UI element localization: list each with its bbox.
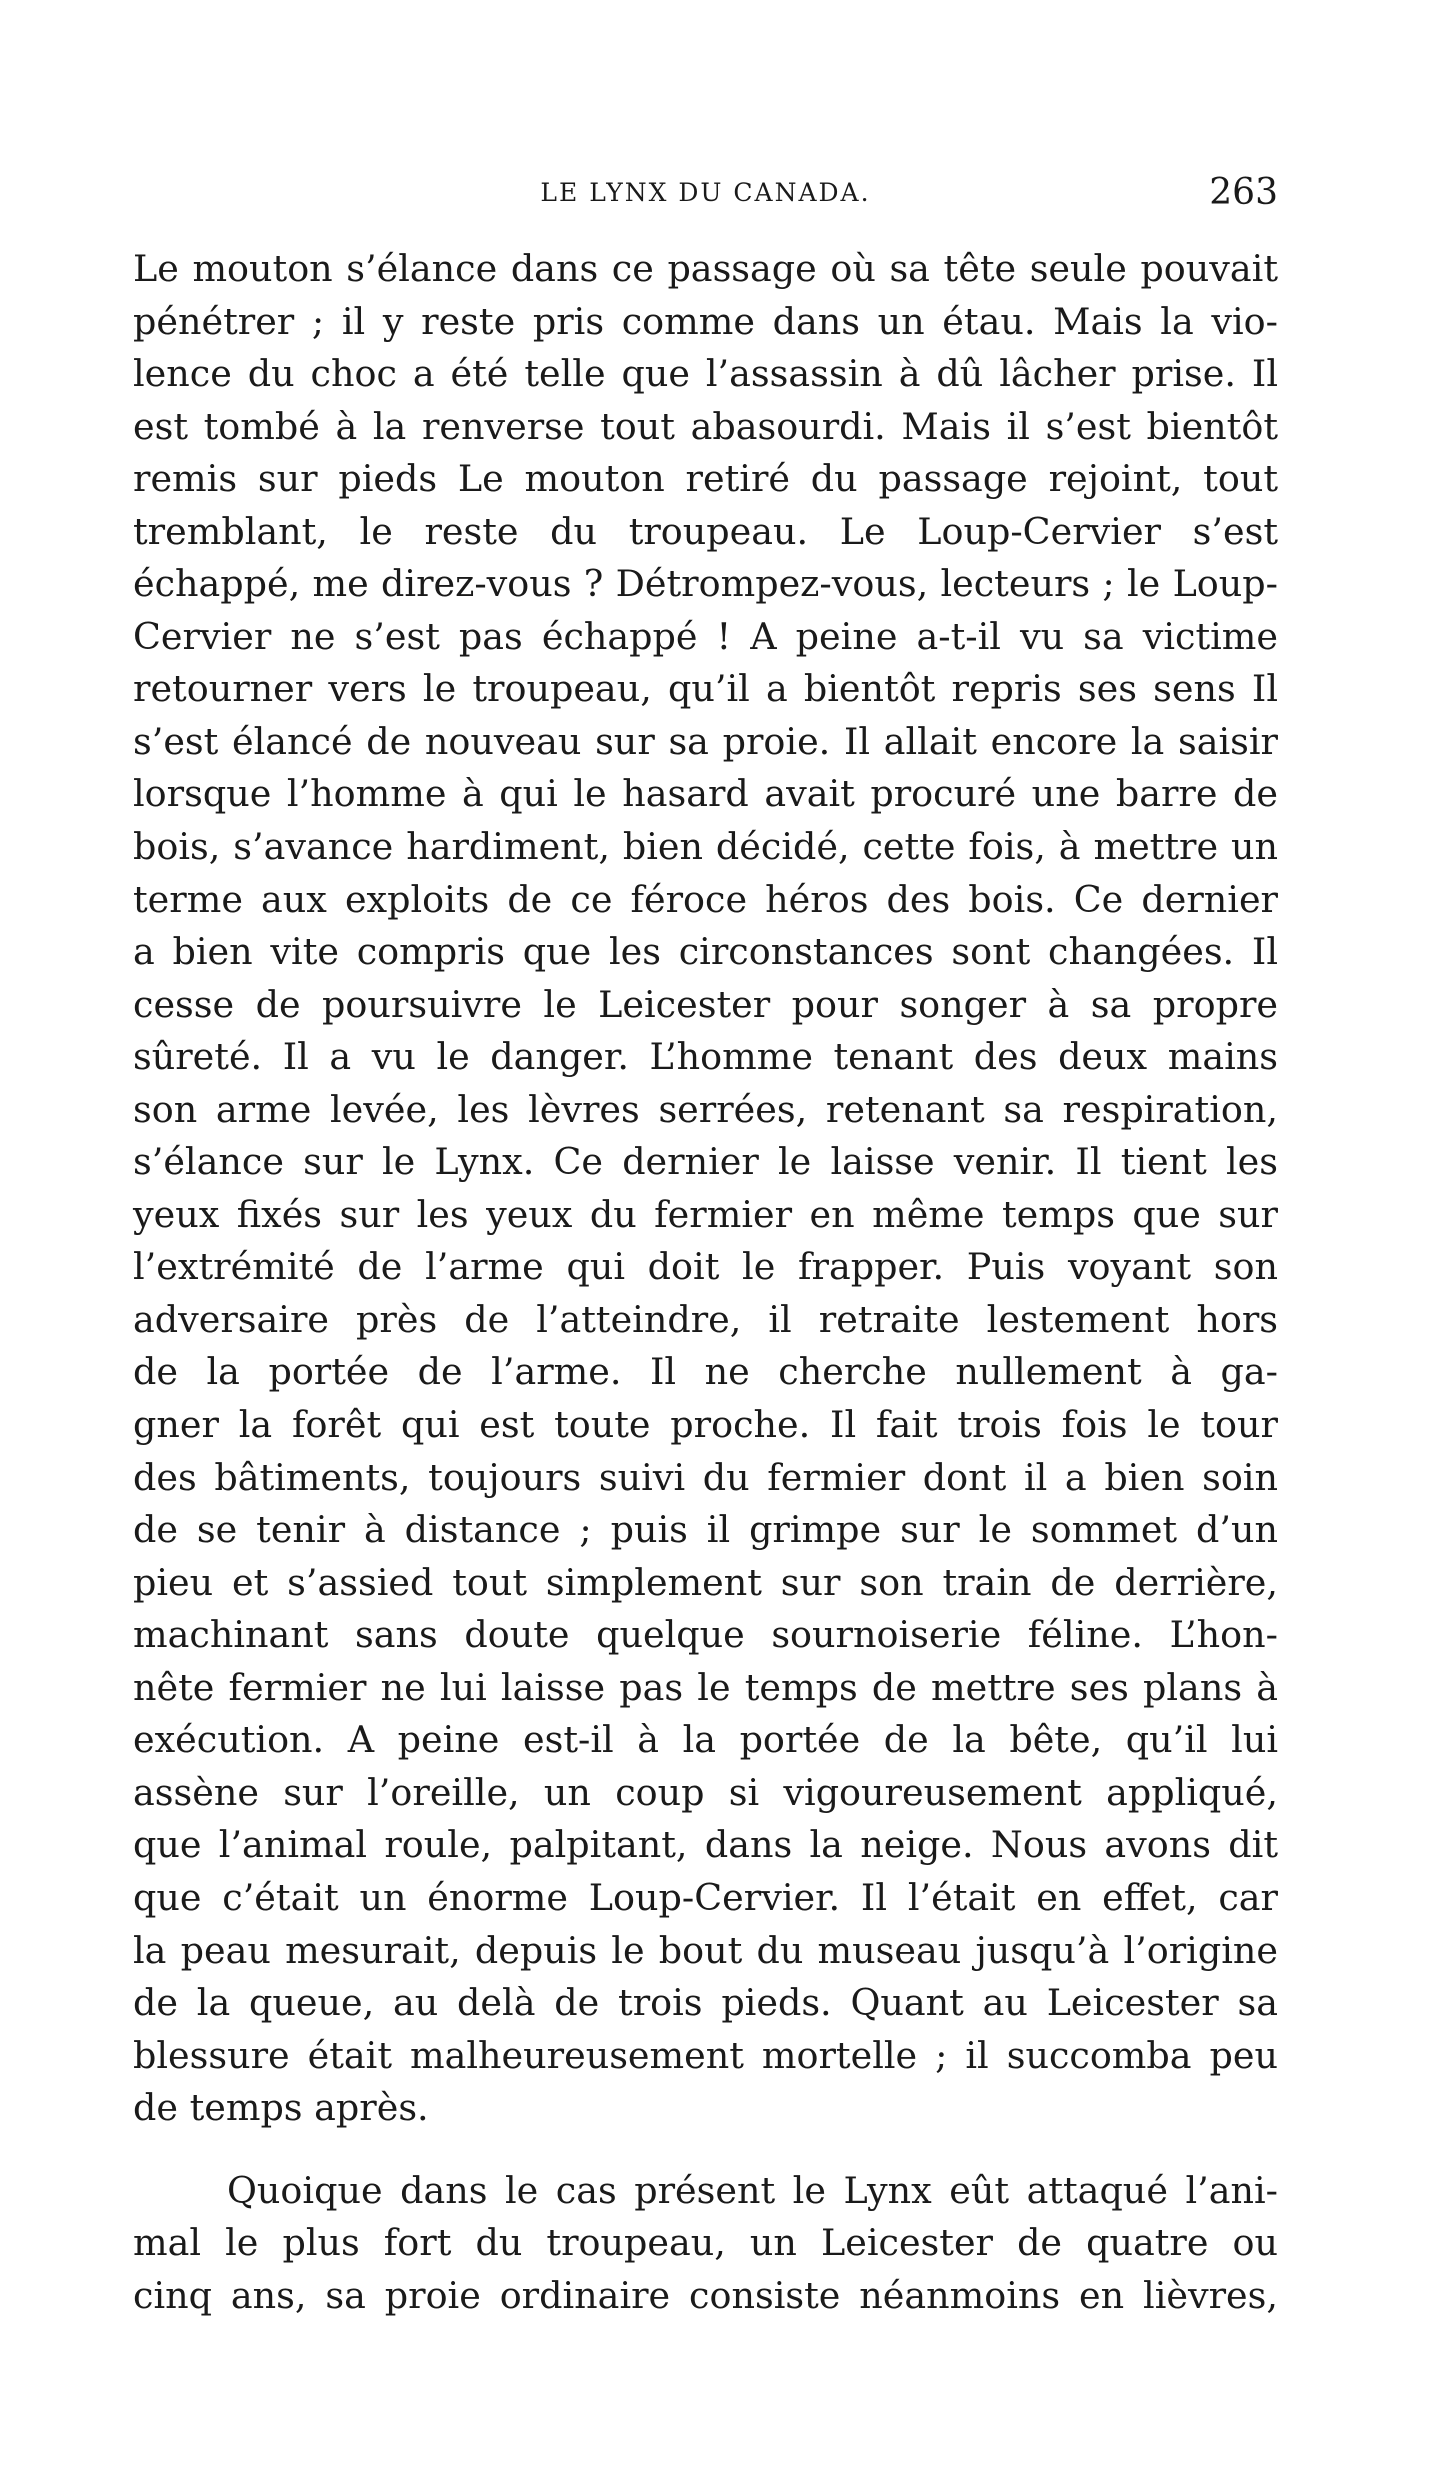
text-line: de se tenir à distance ; puis il grimpe sur le sommet d’un xyxy=(133,1508,1278,1552)
text-line: son arme levée, les lèvres serrées, retenant sa respiration, xyxy=(133,1087,1278,1131)
text-line: nête fermier ne lui laisse pas le temps de mettre ses plans à xyxy=(133,1665,1278,1709)
text-line: cinq ans, sa proie ordinaire consiste néanmoins en lièvres, xyxy=(133,2273,1278,2317)
text-line: s’est élancé de nouveau sur sa proie. Il allait encore la saisir xyxy=(133,719,1278,763)
paragraph xyxy=(133,243,1278,2135)
text-line: de la portée de l’arme. Il ne cherche nullement à ga- xyxy=(133,1350,1278,1394)
text-line: yeux fixés sur les yeux du fermier en même temps que sur xyxy=(133,1192,1278,1236)
text-line: adversaire près de l’atteindre, il retraite lestement hors xyxy=(133,1297,1278,1341)
body-text xyxy=(133,243,1278,2322)
running-head xyxy=(133,172,1278,222)
text-line: a bien vite compris que les circonstances sont changées. Il xyxy=(133,930,1278,974)
text-line: exécution. A peine est-il à la portée de la bête, qu’il lui xyxy=(133,1718,1278,1762)
text-line: retourner vers le troupeau, qu’il a bientôt repris ses sens Il xyxy=(133,667,1278,711)
text-line: des bâtiments, toujours suivi du fermier dont il a bien soin xyxy=(133,1455,1278,1499)
text-line: Quoique dans le cas présent le Lynx eût attaqué l’ani- xyxy=(227,2168,1278,2212)
text-line: lence du choc a été telle que l’assassin à dû lâcher prise. Il xyxy=(133,352,1278,396)
text-line: que l’animal roule, palpitant, dans la neige. Nous avons dit xyxy=(133,1823,1278,1867)
text-line: pieu et s’assied tout simplement sur son train de derrière, xyxy=(133,1560,1278,1604)
page-number: 263 xyxy=(1209,172,1278,213)
text-line: Cervier ne s’est pas échappé ! A peine a-t-il vu sa victime xyxy=(133,614,1278,658)
text-line: remis sur pieds Le mouton retiré du passage rejoint, tout xyxy=(133,457,1278,501)
text-line: gner la forêt qui est toute proche. Il fait trois fois le tour xyxy=(133,1403,1278,1447)
text-line: lorsque l’homme à qui le hasard avait procuré une barre de xyxy=(133,772,1278,816)
text-line: pénétrer ; il y reste pris comme dans un étau. Mais la vio- xyxy=(133,299,1278,343)
text-line: machinant sans doute quelque sournoiserie féline. L’hon- xyxy=(133,1613,1278,1657)
running-title: LE LYNX DU CANADA. xyxy=(540,178,871,207)
text-line: sûreté. Il a vu le danger. L’homme tenant des deux mains xyxy=(133,1035,1278,1079)
text-line: cesse de poursuivre le Leicester pour songer à sa propre xyxy=(133,982,1278,1026)
text-line: est tombé à la renverse tout abasourdi. Mais il s’est bientôt xyxy=(133,404,1278,448)
text-line: bois, s’avance hardiment, bien décidé, cette fois, à mettre un xyxy=(133,825,1278,869)
text-line: assène sur l’oreille, un coup si vigoureusement appliqué, xyxy=(133,1770,1278,1814)
text-line: s’élance sur le Lynx. Ce dernier le laisse venir. Il tient les xyxy=(133,1140,1278,1184)
text-line: échappé, me direz-vous ? Détrompez-vous, lecteurs ; le Loup- xyxy=(133,562,1278,606)
text-line: de la queue, au delà de trois pieds. Quant au Leicester sa xyxy=(133,1981,1278,2025)
paragraph-spacer xyxy=(133,2135,1278,2165)
text-line: blessure était malheureusement mortelle ; il succomba peu xyxy=(133,2033,1278,2077)
paragraph xyxy=(133,2165,1278,2323)
text-line: la peau mesurait, depuis le bout du museau jusqu’à l’origine xyxy=(133,1928,1278,1972)
text-line: que c’était un énorme Loup-Cervier. Il l’était en effet, car xyxy=(133,1875,1278,1919)
text-line: Le mouton s’élance dans ce passage où sa tête seule pouvait xyxy=(133,247,1278,290)
text-line: terme aux exploits de ce féroce héros des bois. Ce dernier xyxy=(133,877,1278,921)
text-line: tremblant, le reste du troupeau. Le Loup-Cervier s’est xyxy=(133,509,1278,553)
text-line: mal le plus fort du troupeau, un Leicester de quatre ou xyxy=(133,2221,1278,2265)
text-line: de temps après. xyxy=(133,2086,429,2130)
text-line: l’extrémité de l’arme qui doit le frapper. Puis voyant son xyxy=(133,1245,1278,1289)
